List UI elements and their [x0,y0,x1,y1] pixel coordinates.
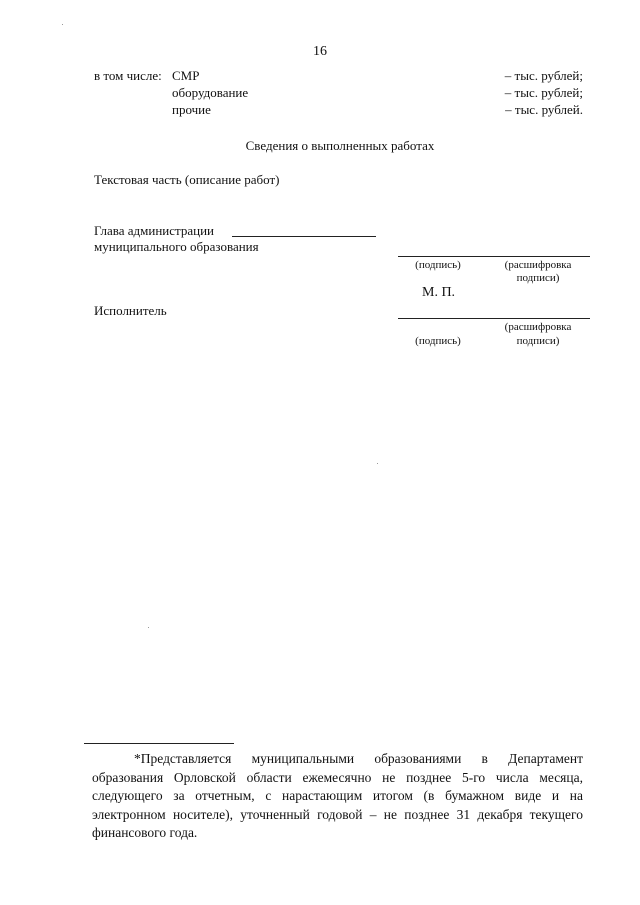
executor-decoding-caption-1: (расшифровка [504,321,572,333]
cost-value-equipment: – тыс. рублей; [504,85,583,100]
footnote-text: *Представляется муниципальными образованиями в Департамент образования Орловской области ежемесячно не позднее 5-го числа месяца, следующего за отчетным, с нарастающим итогом (в бумажном виде и на электронном носителе), уточненный годовой – не позднее 31 декабря текущего финансового года. [92,751,583,840]
head-admin-subtitle: муниципального образования [94,239,259,254]
cost-value-other: – тыс. рублей. [505,102,583,117]
cost-prefix: в том числе: [94,68,162,83]
head-admin-title: Глава администрации [94,223,215,238]
footnote-separator [84,743,234,744]
page-number: 16 [313,44,327,59]
head-admin-signature-caption: (подпись) [415,259,461,271]
section-title: Сведения о выполненных работах [245,138,435,153]
cost-label-equipment: оборудование [172,85,249,100]
cost-label-other: прочие [172,102,211,117]
executor-signature-caption: (подпись) [415,335,461,347]
head-admin-signature-line [398,256,590,257]
executor-decoding-caption-2: подписи) [516,335,560,347]
scan-speck [377,463,378,464]
stamp-place-label: М. П. [422,285,456,300]
executor-label: Исполнитель [94,303,167,318]
head-admin-title-underline [232,236,376,237]
cost-value-smr: – тыс. рублей; [504,68,583,83]
head-admin-decoding-caption-2: подписи) [516,272,560,284]
head-admin-decoding-caption-1: (расшифровка [504,259,572,271]
scan-speck [148,627,149,628]
executor-signature-line [398,318,590,319]
text-part-label: Текстовая часть (описание работ) [94,172,280,187]
cost-label-smr: СМР [172,68,200,83]
scan-speck [62,24,63,25]
